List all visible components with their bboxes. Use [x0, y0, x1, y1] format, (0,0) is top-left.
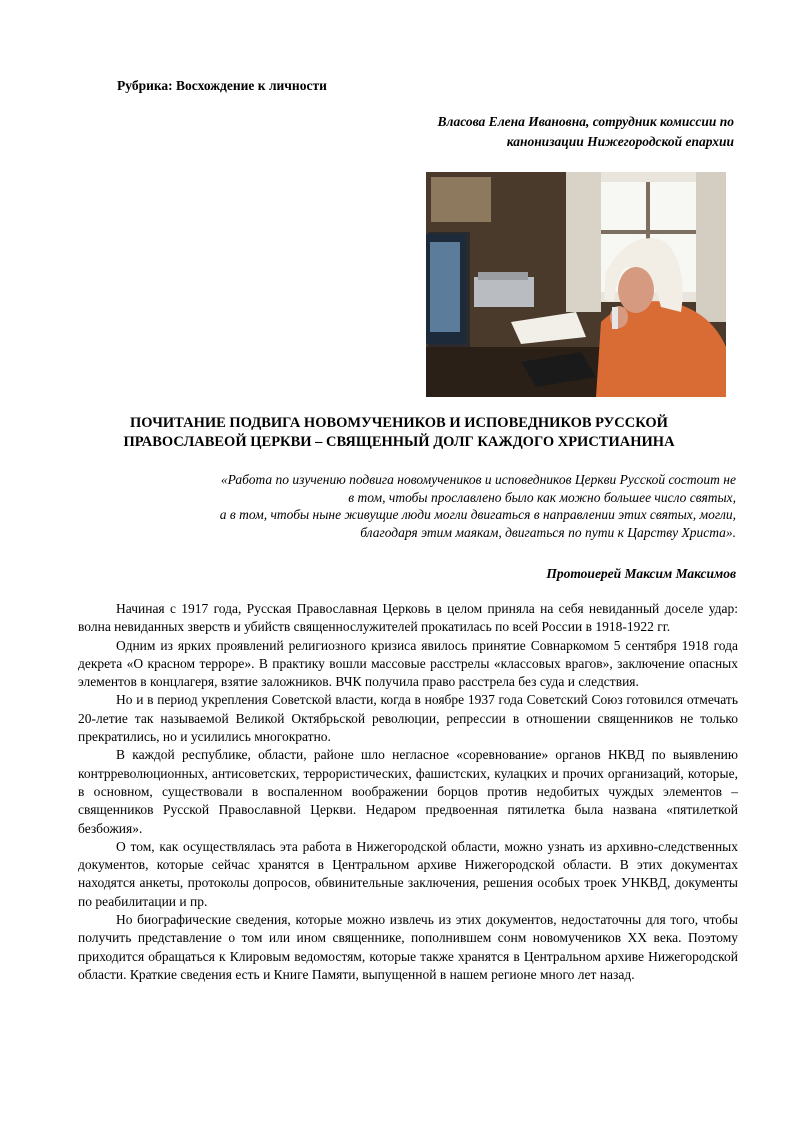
paragraph: В каждой республике, области, районе шло негласное «соревнование» органов НКВД по выявлению контрреволюционных, антисоветских, террористических, фашистских, кулацких и прочих организаций, которые, в основном, существовали в воспаленном воображении борцов против недобитых чуждых элементов – священников Русской Православной Церкви. Недаром предвоенная пятилетка была названа «пятилеткой безбожия». — [78, 747, 738, 836]
article-body — [78, 600, 738, 984]
author-line-2: канонизации Нижегородской епархии — [506, 134, 734, 149]
author-line-1: Власова Елена Ивановна, сотрудник комиссии по — [437, 114, 734, 129]
paragraph: Одним из ярких проявлений религиозного кризиса явилось принятие Совнаркомом 5 сентября 1918 года декрета «О красном терроре». В практику вошли массовые расстрелы «классовых врагов», заключение опасных элементов в концлагеря, взятие заложников. ВЧК получила право расстрела без суда и следствия. — [78, 637, 738, 690]
paragraph: Но биографические сведения, которые можно извлечь из этих документов, недостаточны для того, чтобы получить представление о том или ином священнике, пополнившем сонм новомучеников XX века. Поэтому приходится обращаться к Клировым ведомостям, которые также хранятся в Центральном архиве Нижегородской области. Краткие сведения есть и Книге Памяти, выпущенной в нашем регионе много лет назад. — [78, 912, 738, 982]
title-line-2: ПРАВОСЛАВЕОЙ ЦЕРКВИ – СВЯЩЕННЫЙ ДОЛГ КАЖДОГО ХРИСТИАНИНА — [123, 434, 675, 450]
epigraph-line-3: а в том, чтобы ныне живущие люди могли двигаться в направлении этих святых, могли, — [219, 507, 736, 522]
paragraph: Начиная с 1917 года, Русская Православная Церковь в целом приняла на себя невиданный доселе удар: волна невиданных зверств и убийств священнослужителей прокатилась по всей России в 1918-1922 гг. — [78, 601, 738, 635]
rubric-heading: Рубрика: Восхождение к личности — [117, 78, 327, 93]
title-line-1: ПОЧИТАНИЕ ПОДВИГА НОВОМУЧЕНИКОВ И ИСПОВЕДНИКОВ РУССКОЙ — [130, 415, 668, 431]
article-photo — [426, 172, 726, 397]
paragraph: Но и в период укрепления Советской власти, когда в ноябре 1937 года Советский Союз готовился отмечать 20-летие так называемой Великой Октябрьской революции, репрессии в отношении священников не только прекратились, но и усилились многократно. — [78, 692, 738, 745]
epigraph-author: Протоиерей Максим Максимов — [546, 566, 736, 581]
author-byline — [314, 112, 734, 152]
article-title — [60, 414, 738, 452]
epigraph-quote — [80, 471, 736, 541]
epigraph-line-2: в том, чтобы прославлено было как можно большее число святых, — [348, 489, 736, 505]
epigraph-line-1: «Работа по изучению подвига новомучеников и исповедников Церкви Русской состоит не — [220, 472, 736, 487]
epigraph-line-4: благодаря этим маякам, двигаться по пути к Царству Христа». — [360, 524, 736, 540]
paragraph: О том, как осуществлялась эта работа в Нижегородской области, можно узнать из архивно-следственных документов, которые сейчас хранятся в Центральном архиве Нижегородской области. В этих документах находятся анкеты, протоколы допросов, обвинительные заключения, решения особых троек УНКВД, документы по реабилитации и пр. — [78, 838, 738, 909]
